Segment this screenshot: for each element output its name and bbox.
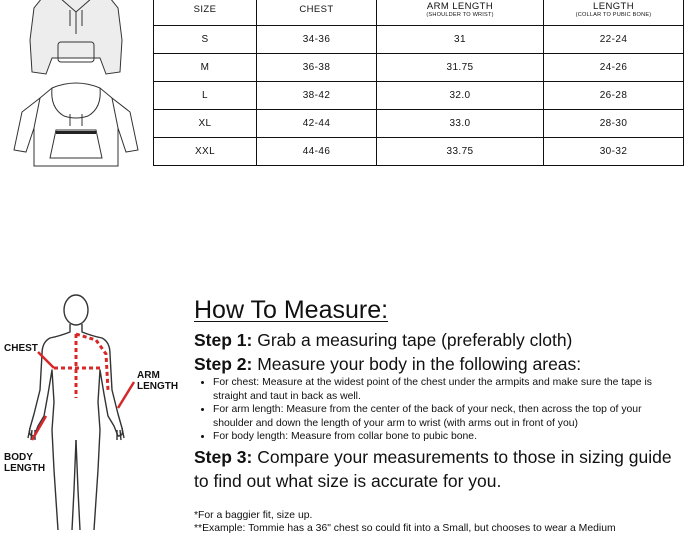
step-3-text: Compare your measurements to those in sizing guide to find out what size is accurate for you. <box>194 446 672 491</box>
step-2-text: Measure your body in the following areas: <box>252 354 582 374</box>
cell-length: 22-24 <box>544 26 684 54</box>
cell-arm: 31 <box>377 26 544 54</box>
cell-length: 28-30 <box>544 110 684 138</box>
cell-chest: 42-44 <box>257 110 377 138</box>
arm-length-label <box>137 370 178 392</box>
cell-arm: 31.75 <box>377 54 544 82</box>
list-item: • For body length: Measure from collar bone to pubic bone. <box>213 430 674 444</box>
cell-chest: 34-36 <box>257 26 377 54</box>
hoodie-illustrations <box>0 0 150 170</box>
table-row <box>154 138 684 166</box>
header-chest: CHEST <box>257 0 377 26</box>
step-3 <box>194 445 674 493</box>
step-1-label: Step 1: <box>194 330 253 350</box>
note-size-up: *For a baggier fit, size up. <box>194 509 313 521</box>
human-body-icon <box>28 295 124 530</box>
arm-label-line1: ARM <box>137 370 160 381</box>
table-row <box>154 26 684 54</box>
how-to-measure-section <box>194 294 674 535</box>
body-label-line2: LENGTH <box>4 463 46 474</box>
step-1 <box>194 328 674 352</box>
note-example: **Example: Tommie has a 36" chest so could fit into a Small, but chooses to wear a Medium <box>194 522 616 534</box>
header-arm-sub: (SHOULDER TO WRIST) <box>426 12 494 18</box>
cell-arm: 33.75 <box>377 138 544 166</box>
step-2-label: Step 2: <box>194 354 253 374</box>
table-row <box>154 82 684 110</box>
hoodie-back-icon <box>30 0 122 74</box>
step-1-text: Grab a measuring tape (preferably cloth) <box>252 330 573 350</box>
list-item: • For arm length: Measure from the center of the back of your neck, then across the top of your shoulder and down the length of your arm to wrist (with arms out in front of you) <box>213 403 674 430</box>
cell-size: M <box>154 54 257 82</box>
list-item: • For chest: Measure at the widest point of the chest under the armpits and make sure the tape is straight and taut in back as well. <box>213 376 674 403</box>
fit-notes <box>194 509 674 535</box>
header-length: LENGTH (COLLAR TO PUBIC BONE) <box>544 0 684 26</box>
cell-size: L <box>154 82 257 110</box>
table-header-row <box>154 0 684 26</box>
measurement-lines <box>54 334 108 398</box>
arm-label-line2: LENGTH <box>137 381 179 392</box>
cell-arm: 32.0 <box>377 82 544 110</box>
cell-chest: 38-42 <box>257 82 377 110</box>
table-row <box>154 110 684 138</box>
hoodie-front-icon <box>14 83 138 166</box>
arm-measure-line <box>76 334 108 390</box>
cell-size: XXL <box>154 138 257 166</box>
cell-length: 26-28 <box>544 82 684 110</box>
header-arm-length: ARM LENGTH (SHOULDER TO WRIST) <box>377 0 544 26</box>
cell-length: 30-32 <box>544 138 684 166</box>
body-length-label <box>4 452 45 474</box>
how-to-measure-title: How To Measure: <box>194 296 389 324</box>
table-row <box>154 54 684 82</box>
step-2 <box>194 352 674 376</box>
header-size: SIZE <box>154 0 257 26</box>
size-chart-table <box>153 0 684 166</box>
header-length-sub: (COLLAR TO PUBIC BONE) <box>575 12 652 18</box>
cell-size: XL <box>154 110 257 138</box>
cell-chest: 36-38 <box>257 54 377 82</box>
cell-length: 24-26 <box>544 54 684 82</box>
cell-size: S <box>154 26 257 54</box>
body-label-line1: BODY <box>4 452 33 463</box>
body-outline-figure <box>0 290 190 530</box>
cell-chest: 44-46 <box>257 138 377 166</box>
measure-bullet-list <box>194 376 674 444</box>
cell-arm: 33.0 <box>377 110 544 138</box>
step-3-label: Step 3: <box>194 446 253 467</box>
chest-label: CHEST <box>4 343 38 354</box>
